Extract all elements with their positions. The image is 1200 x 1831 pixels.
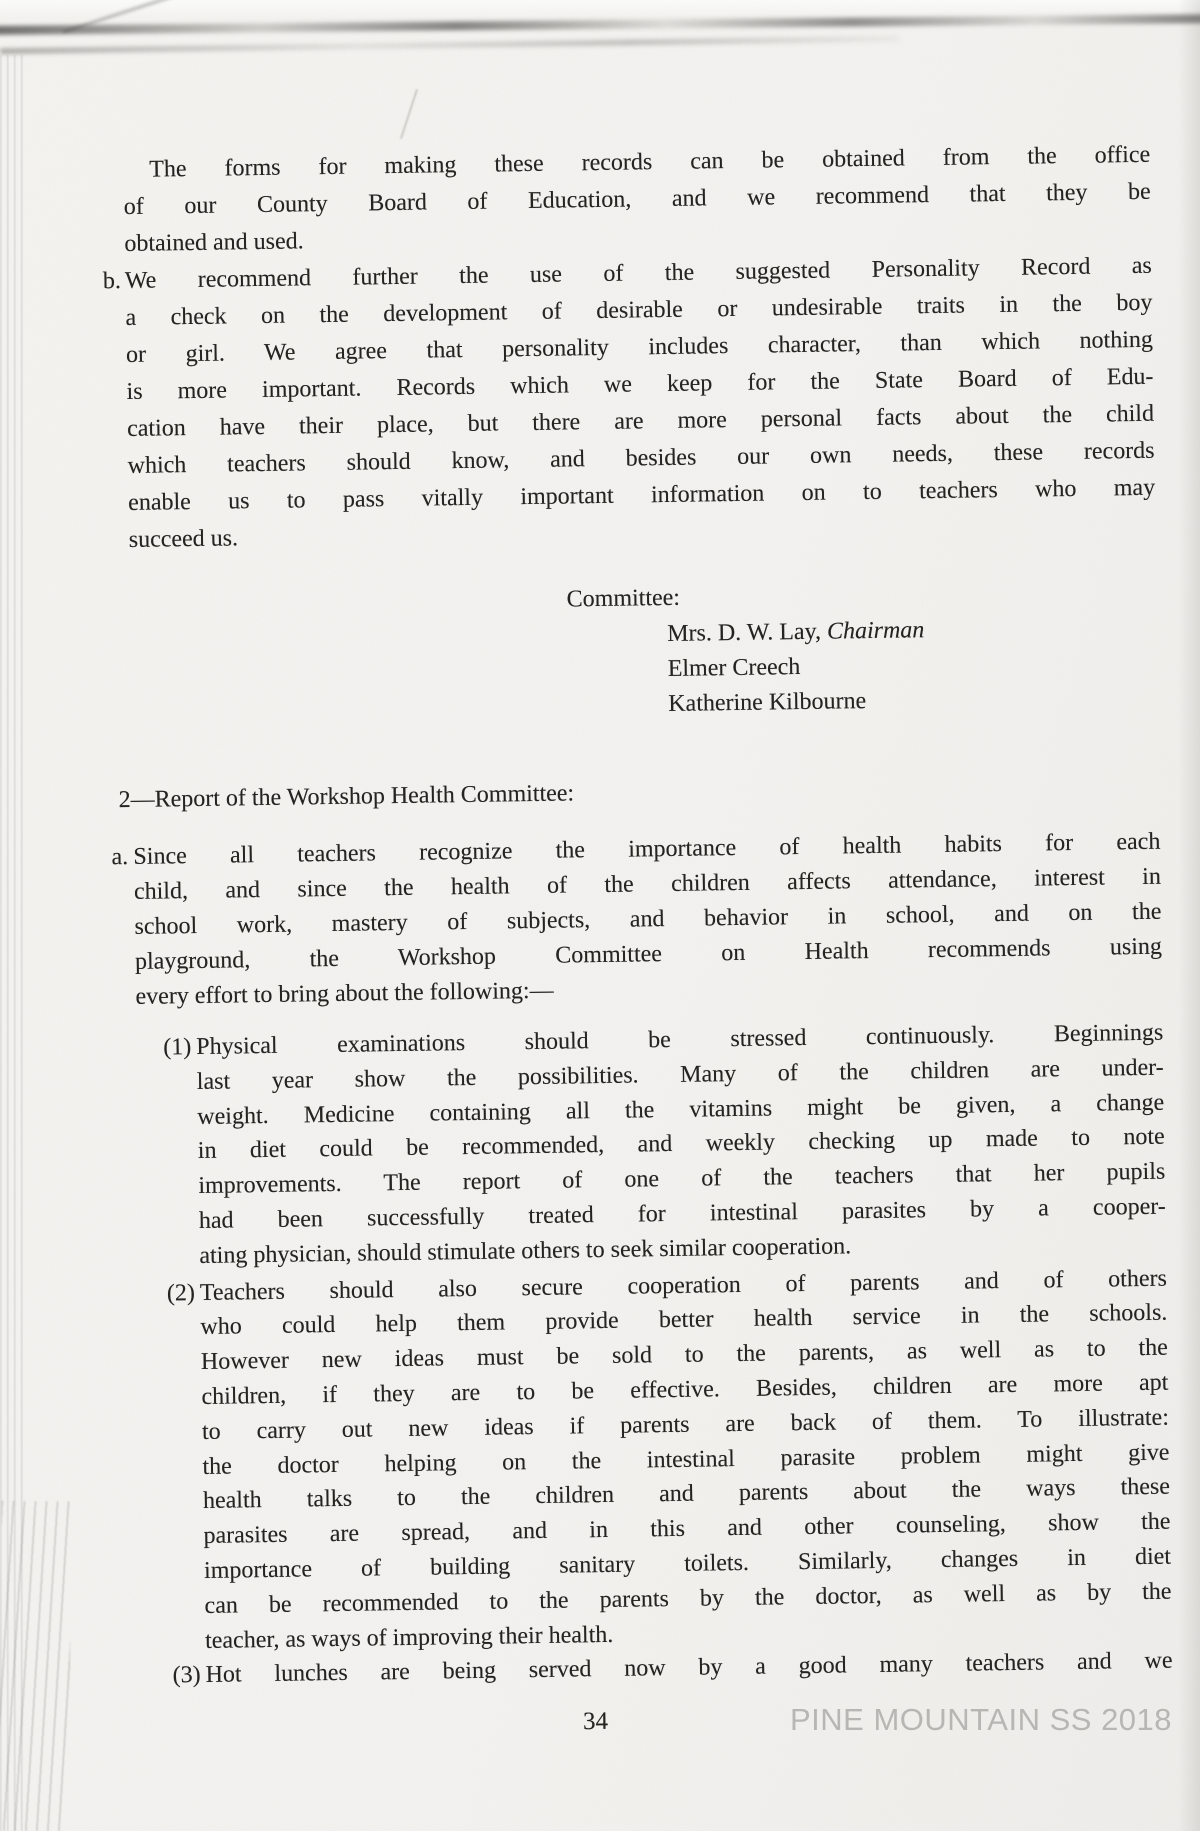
text-line: We recommend further the use of the suggested Personality Record as: [124, 252, 1152, 294]
text-line: or girl. We agree that personality includes character, than which nothing: [125, 326, 1154, 368]
item-b-lines: [125, 248, 1156, 559]
text-line: child, and since the health of the children affects attendance, interest in: [133, 863, 1162, 905]
scratch-artifact: [400, 89, 418, 139]
item-a: [111, 825, 1163, 1015]
member-name: Mrs. D. W. Lay,: [667, 618, 828, 647]
text-line: Hot lunches are being served now by a good many teachers and we: [205, 1647, 1173, 1689]
text-line: the doctor helping on the intestinal parasite problem might give: [202, 1439, 1170, 1480]
top-edge-smudge-secondary: [0, 36, 900, 55]
text-line: playground, the Workshop Committee on Health recommends using: [134, 933, 1163, 975]
item-a-marker: a.: [111, 844, 129, 871]
item-b: [102, 248, 1156, 559]
text-line: of our County Board of Education, and we recommend that they be: [123, 178, 1151, 220]
committee-member: Elmer Creech: [667, 654, 801, 682]
text-line: in diet could be recommended, and weekly checking up made to note: [197, 1124, 1165, 1165]
text-line: a check on the development of desirable or undesirable traits in the boy: [125, 289, 1153, 331]
text-line: which teachers should know, and besides our own needs, these records: [127, 437, 1155, 479]
list-item-2-marker: (2): [166, 1279, 196, 1307]
list-item-1-marker: (1): [163, 1034, 192, 1061]
committee-member: Katherine Kilbourne: [668, 688, 867, 717]
text-line: succeed us.: [128, 525, 239, 553]
page-text: [102, 137, 1173, 1694]
text-line: Teachers should also secure cooperation of parents and of others: [199, 1265, 1168, 1306]
text-line: cation have their place, but there are more personal facts about the child: [126, 400, 1155, 442]
item-b-marker: b.: [102, 268, 122, 295]
member-role: Chairman: [826, 617, 925, 645]
text-line: improvements. The report of one of the teachers that her pupils: [198, 1158, 1166, 1200]
text-line: However new ideas must be sold to the parents, as well as to the: [200, 1334, 1169, 1376]
text-line: Physical examinations should be stressed continuously. Beginnings: [196, 1019, 1164, 1061]
committee-label: Committee:: [566, 584, 681, 613]
text-line: to carry out new ideas if parents are back of them. To illustrate:: [201, 1404, 1170, 1445]
text-line: teacher, as ways of improving their health.: [204, 1621, 614, 1654]
watermark: PINE MOUNTAIN SS 2018: [790, 1702, 1173, 1737]
intro-paragraph: [123, 137, 1152, 263]
list-item-2: [140, 1261, 1173, 1659]
item-a-lines: [133, 825, 1162, 1015]
text-line: health talks to the children and parents about the ways these: [202, 1473, 1171, 1515]
text-line: The forms for making these records can be obtained from the office: [149, 141, 1151, 183]
text-line: every effort to bring about the following:—: [135, 977, 554, 1010]
list-item-1: [136, 1016, 1167, 1275]
text-line: importance of building sanitary toilets. Similarly, changes in diet: [203, 1543, 1172, 1584]
section-heading: 2—Report of the Workshop Health Committee:: [118, 780, 575, 814]
list-item-2-lines: [200, 1261, 1173, 1658]
committee-members: [667, 610, 1159, 722]
text-line: children, if they are to be effective. Besides, children are more apt: [201, 1369, 1169, 1410]
text-line: school work, mastery of subjects, and behavior in school, and on the: [134, 898, 1162, 940]
list-item-3-marker: (3): [172, 1662, 201, 1689]
text-line: enable us to pass vitally important information on to teachers who may: [128, 474, 1156, 516]
text-line: last year show the possibilities. Many of the children are under-: [196, 1054, 1164, 1095]
text-line: Since all teachers recognize the importance of health habits for each: [133, 828, 1161, 870]
text-line: obtained and used.: [124, 228, 304, 257]
text-line: can be recommended to the parents by the doctor, as well as by the: [204, 1578, 1172, 1619]
text-line: weight. Medicine containing all the vitamins might be given, a change: [197, 1089, 1165, 1130]
right-edge-shadow: [1178, 0, 1200, 1831]
text-line: parasites are spread, and in this and other counseling, show the: [203, 1508, 1171, 1550]
text-line: had been successfully treated for intestinal parasites by a cooper-: [198, 1193, 1166, 1234]
text-line: who could help them provide better health service in the schools.: [200, 1300, 1168, 1341]
list-item-1-lines: [196, 1016, 1167, 1274]
text-line: is more important. Records which we keep for the State Board of Edu-: [126, 363, 1154, 405]
text-line: ating physician, should stimulate others to seek similar cooperation.: [199, 1233, 852, 1269]
page-number: 34: [582, 1707, 609, 1736]
left-bottom-page-edges: [0, 1501, 72, 1831]
